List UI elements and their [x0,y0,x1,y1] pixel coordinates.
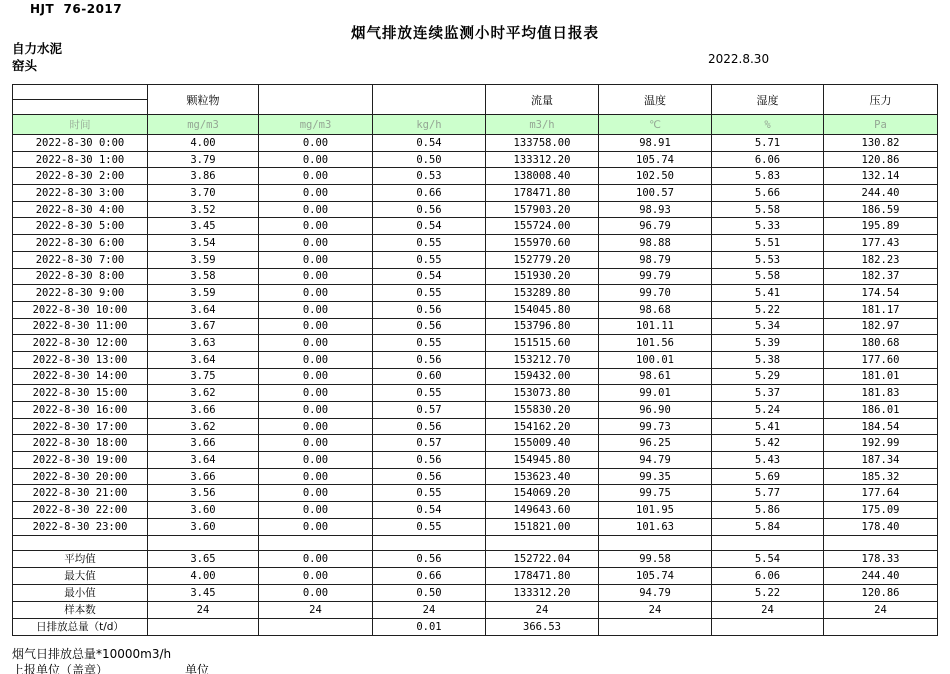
param-header-flow: 流量 [486,85,599,115]
value-cell: 174.54 [824,285,938,302]
table-row [13,168,938,185]
value-cell: 155724.00 [486,218,599,235]
value-cell: 155970.60 [486,235,599,252]
value-cell: 0.56 [373,318,486,335]
value-cell: 98.68 [599,301,712,318]
table-row [13,185,938,202]
value-cell: 101.11 [599,318,712,335]
value-cell: 3.60 [148,518,259,535]
value-cell: 195.89 [824,218,938,235]
value-cell: 133312.20 [486,584,599,601]
value-cell: 120.86 [824,151,938,168]
value-cell: 244.40 [824,567,938,584]
value-cell: 99.75 [599,485,712,502]
summary-label-cell: 最小值 [13,584,148,601]
unit-cell: Pa [824,115,938,135]
value-cell: 5.38 [712,351,824,368]
table-row [13,518,938,535]
value-cell: 99.58 [599,550,712,567]
value-cell: 0.56 [373,418,486,435]
value-cell: 0.00 [259,518,373,535]
standard-code: HJT 76-2017 [30,2,123,16]
value-cell: 155830.20 [486,402,599,419]
value-cell: 0.55 [373,235,486,252]
monitoring-table [12,84,938,636]
value-cell: 0.00 [259,402,373,419]
table-row [13,235,938,252]
value-cell: 99.35 [599,468,712,485]
value-cell: 181.01 [824,368,938,385]
value-cell: 244.40 [824,185,938,202]
value-cell: 0.50 [373,151,486,168]
time-cell: 2022-8-30 22:00 [13,502,148,519]
value-cell: 3.54 [148,235,259,252]
value-cell: 181.83 [824,385,938,402]
value-cell: 3.64 [148,301,259,318]
report-unit-label: 上报单位（盖章） [12,663,109,674]
value-cell: 5.37 [712,385,824,402]
table-row [13,618,938,635]
value-cell: 3.75 [148,368,259,385]
table-row [13,468,938,485]
value-cell: 186.59 [824,201,938,218]
data-body [13,135,938,536]
value-cell: 0.55 [373,251,486,268]
table-row [13,435,938,452]
table-row [13,502,938,519]
time-cell: 2022-8-30 16:00 [13,402,148,419]
value-cell: 100.01 [599,351,712,368]
table-row [13,550,938,567]
table-row [13,385,938,402]
value-cell: 185.32 [824,468,938,485]
table-row [13,601,938,618]
value-cell: 186.01 [824,402,938,419]
value-cell: 3.59 [148,285,259,302]
value-cell: 0.55 [373,285,486,302]
value-cell: 152722.04 [486,550,599,567]
value-cell: 133312.20 [486,151,599,168]
value-cell [824,618,938,635]
value-cell: 99.01 [599,385,712,402]
value-cell: 0.54 [373,268,486,285]
table-row [13,218,938,235]
time-cell: 2022-8-30 0:00 [13,135,148,152]
summary-body [13,550,938,635]
value-cell: 3.64 [148,351,259,368]
value-cell: 192.99 [824,435,938,452]
value-cell: 5.69 [712,468,824,485]
param-header-blank-1 [259,85,373,115]
value-cell: 159432.00 [486,368,599,385]
value-cell: 5.22 [712,584,824,601]
value-cell: 184.54 [824,418,938,435]
flow-total-note: 烟气日排放总量*10000m3/h [12,647,172,661]
value-cell: 3.66 [148,468,259,485]
value-cell: 96.90 [599,402,712,419]
value-cell: 157903.20 [486,201,599,218]
value-cell: 0.56 [373,452,486,469]
time-cell: 2022-8-30 13:00 [13,351,148,368]
value-cell: 182.37 [824,268,938,285]
value-cell: 6.06 [712,567,824,584]
value-cell: 3.63 [148,335,259,352]
value-cell: 96.25 [599,435,712,452]
value-cell: 5.41 [712,285,824,302]
value-cell: 182.23 [824,251,938,268]
value-cell: 138008.40 [486,168,599,185]
param-header-humidity: 湿度 [712,85,824,115]
value-cell: 0.57 [373,402,486,419]
value-cell: 100.57 [599,185,712,202]
time-cell: 2022-8-30 18:00 [13,435,148,452]
value-cell: 0.53 [373,168,486,185]
value-cell: 0.00 [259,201,373,218]
table-row [13,301,938,318]
value-cell: 132.14 [824,168,938,185]
value-cell: 5.51 [712,235,824,252]
param-header-row [13,85,938,100]
value-cell: 0.00 [259,285,373,302]
value-cell: 0.00 [259,385,373,402]
unit-cell: kg/h [373,115,486,135]
value-cell: 94.79 [599,452,712,469]
value-cell: 133758.00 [486,135,599,152]
value-cell: 24 [712,601,824,618]
time-cell: 2022-8-30 17:00 [13,418,148,435]
unit-cell: mg/m3 [148,115,259,135]
table-row [13,485,938,502]
value-cell: 0.56 [373,468,486,485]
value-cell: 0.00 [259,435,373,452]
value-cell: 153289.80 [486,285,599,302]
value-cell: 0.00 [259,218,373,235]
value-cell: 5.71 [712,135,824,152]
value-cell [599,618,712,635]
value-cell: 120.86 [824,584,938,601]
corner-cell-bottom [13,100,148,115]
value-cell: 0.66 [373,567,486,584]
time-cell: 2022-8-30 20:00 [13,468,148,485]
value-cell: 5.58 [712,268,824,285]
value-cell: 153623.40 [486,468,599,485]
value-cell: 4.00 [148,135,259,152]
value-cell: 177.43 [824,235,938,252]
value-cell: 5.41 [712,418,824,435]
value-cell: 3.79 [148,151,259,168]
value-cell: 98.91 [599,135,712,152]
table-row [13,201,938,218]
time-cell: 2022-8-30 19:00 [13,452,148,469]
value-cell: 181.17 [824,301,938,318]
blank-row [13,535,938,550]
value-cell: 3.70 [148,185,259,202]
time-column-header: 时间 [13,115,148,135]
table-row [13,135,938,152]
value-cell: 0.00 [259,301,373,318]
value-cell [259,618,373,635]
value-cell: 105.74 [599,567,712,584]
value-cell: 0.55 [373,385,486,402]
value-cell: 98.93 [599,201,712,218]
value-cell: 5.83 [712,168,824,185]
value-cell: 180.68 [824,335,938,352]
value-cell: 5.29 [712,368,824,385]
value-cell: 0.00 [259,235,373,252]
value-cell: 101.95 [599,502,712,519]
value-cell: 3.64 [148,452,259,469]
value-cell: 3.56 [148,485,259,502]
value-cell: 3.67 [148,318,259,335]
value-cell: 149643.60 [486,502,599,519]
value-cell: 3.45 [148,584,259,601]
value-cell: 96.79 [599,218,712,235]
unit-label: 单位 [185,663,210,674]
table-row [13,318,938,335]
value-cell: 153212.70 [486,351,599,368]
time-cell: 2022-8-30 21:00 [13,485,148,502]
table-row [13,452,938,469]
value-cell: 0.00 [259,318,373,335]
value-cell: 175.09 [824,502,938,519]
value-cell: 0.00 [259,418,373,435]
value-cell: 154069.20 [486,485,599,502]
value-cell: 0.00 [259,351,373,368]
table-row [13,335,938,352]
value-cell: 99.73 [599,418,712,435]
summary-label-cell: 平均值 [13,550,148,567]
param-header-pressure: 压力 [824,85,938,115]
value-cell: 154945.80 [486,452,599,469]
value-cell: 5.34 [712,318,824,335]
value-cell: 178.40 [824,518,938,535]
value-cell: 151515.60 [486,335,599,352]
value-cell: 3.52 [148,201,259,218]
value-cell: 5.43 [712,452,824,469]
value-cell: 0.55 [373,485,486,502]
value-cell: 154162.20 [486,418,599,435]
value-cell: 177.64 [824,485,938,502]
value-cell: 178471.80 [486,185,599,202]
time-cell: 2022-8-30 11:00 [13,318,148,335]
value-cell: 177.60 [824,351,938,368]
table-row [13,567,938,584]
value-cell: 0.00 [259,268,373,285]
time-cell: 2022-8-30 12:00 [13,335,148,352]
unit-header-row [13,115,938,135]
table-row [13,584,938,601]
value-cell [148,618,259,635]
value-cell: 0.00 [259,502,373,519]
value-cell: 5.86 [712,502,824,519]
param-header-blank-2 [373,85,486,115]
value-cell: 99.79 [599,268,712,285]
value-cell: 0.57 [373,435,486,452]
value-cell: 182.97 [824,318,938,335]
value-cell: 151821.00 [486,518,599,535]
table-row [13,402,938,419]
table-row [13,418,938,435]
value-cell: 0.50 [373,584,486,601]
table-row [13,285,938,302]
corner-cell-top [13,85,148,100]
value-cell: 5.42 [712,435,824,452]
time-cell: 2022-8-30 3:00 [13,185,148,202]
param-header-particulate: 颗粒物 [148,85,259,115]
value-cell: 130.82 [824,135,938,152]
value-cell: 24 [824,601,938,618]
value-cell: 0.00 [259,251,373,268]
value-cell: 0.00 [259,368,373,385]
table-row [13,251,938,268]
value-cell: 0.00 [259,584,373,601]
time-cell: 2022-8-30 23:00 [13,518,148,535]
value-cell: 0.56 [373,351,486,368]
company-name: 自力水泥 [12,41,63,56]
table-row [13,351,938,368]
value-cell: 5.84 [712,518,824,535]
value-cell: 3.45 [148,218,259,235]
value-cell: 24 [486,601,599,618]
unit-cell: ℃ [599,115,712,135]
value-cell: 5.58 [712,201,824,218]
value-cell: 187.34 [824,452,938,469]
time-cell: 2022-8-30 6:00 [13,235,148,252]
value-cell [712,618,824,635]
table-row [13,268,938,285]
value-cell: 3.59 [148,251,259,268]
summary-label-cell: 样本数 [13,601,148,618]
time-cell: 2022-8-30 2:00 [13,168,148,185]
value-cell: 153073.80 [486,385,599,402]
value-cell: 3.86 [148,168,259,185]
value-cell: 24 [373,601,486,618]
value-cell: 154045.80 [486,301,599,318]
value-cell: 0.00 [259,468,373,485]
value-cell: 24 [599,601,712,618]
time-cell: 2022-8-30 1:00 [13,151,148,168]
value-cell: 0.00 [259,168,373,185]
time-cell: 2022-8-30 14:00 [13,368,148,385]
value-cell: 24 [148,601,259,618]
value-cell: 98.61 [599,368,712,385]
report-date: 2022.8.30 [708,52,770,66]
param-header-temperature: 温度 [599,85,712,115]
value-cell: 5.77 [712,485,824,502]
value-cell: 3.58 [148,268,259,285]
table-row [13,151,938,168]
value-cell: 3.62 [148,418,259,435]
value-cell: 5.39 [712,335,824,352]
value-cell: 102.50 [599,168,712,185]
value-cell: 0.66 [373,185,486,202]
value-cell: 99.70 [599,285,712,302]
value-cell: 151930.20 [486,268,599,285]
value-cell: 6.06 [712,151,824,168]
value-cell: 3.65 [148,550,259,567]
value-cell: 0.00 [259,550,373,567]
value-cell: 0.55 [373,335,486,352]
separator-body [13,535,938,550]
value-cell: 5.53 [712,251,824,268]
value-cell: 155009.40 [486,435,599,452]
value-cell: 0.00 [259,135,373,152]
time-cell: 2022-8-30 10:00 [13,301,148,318]
value-cell: 0.56 [373,301,486,318]
value-cell: 0.60 [373,368,486,385]
value-cell: 105.74 [599,151,712,168]
value-cell: 0.00 [259,185,373,202]
value-cell: 98.79 [599,251,712,268]
value-cell: 0.00 [259,485,373,502]
value-cell: 5.54 [712,550,824,567]
value-cell: 5.33 [712,218,824,235]
value-cell: 0.00 [259,335,373,352]
value-cell: 152779.20 [486,251,599,268]
value-cell: 3.62 [148,385,259,402]
value-cell: 3.60 [148,502,259,519]
value-cell: 0.56 [373,201,486,218]
time-cell: 2022-8-30 4:00 [13,201,148,218]
value-cell: 0.54 [373,502,486,519]
value-cell: 178471.80 [486,567,599,584]
value-cell: 0.00 [259,567,373,584]
value-cell: 101.56 [599,335,712,352]
value-cell: 0.56 [373,550,486,567]
value-cell: 0.54 [373,218,486,235]
value-cell: 5.66 [712,185,824,202]
value-cell: 366.53 [486,618,599,635]
value-cell: 98.88 [599,235,712,252]
value-cell: 0.00 [259,452,373,469]
value-cell: 3.66 [148,435,259,452]
value-cell: 0.55 [373,518,486,535]
value-cell: 0.01 [373,618,486,635]
value-cell: 5.24 [712,402,824,419]
value-cell: 3.66 [148,402,259,419]
unit-cell: % [712,115,824,135]
value-cell: 0.54 [373,135,486,152]
value-cell: 178.33 [824,550,938,567]
time-cell: 2022-8-30 8:00 [13,268,148,285]
page-title: 烟气排放连续监测小时平均值日报表 [351,26,599,42]
unit-cell: m3/h [486,115,599,135]
value-cell: 101.63 [599,518,712,535]
value-cell: 4.00 [148,567,259,584]
summary-label-cell: 日排放总量（t/d） [13,618,148,635]
station-name: 窑头 [12,58,38,73]
value-cell: 94.79 [599,584,712,601]
time-cell: 2022-8-30 5:00 [13,218,148,235]
time-cell: 2022-8-30 15:00 [13,385,148,402]
value-cell: 153796.80 [486,318,599,335]
time-cell: 2022-8-30 7:00 [13,251,148,268]
value-cell: 0.00 [259,151,373,168]
time-cell: 2022-8-30 9:00 [13,285,148,302]
value-cell: 5.22 [712,301,824,318]
summary-label-cell: 最大值 [13,567,148,584]
unit-cell: mg/m3 [259,115,373,135]
value-cell: 24 [259,601,373,618]
table-row [13,368,938,385]
